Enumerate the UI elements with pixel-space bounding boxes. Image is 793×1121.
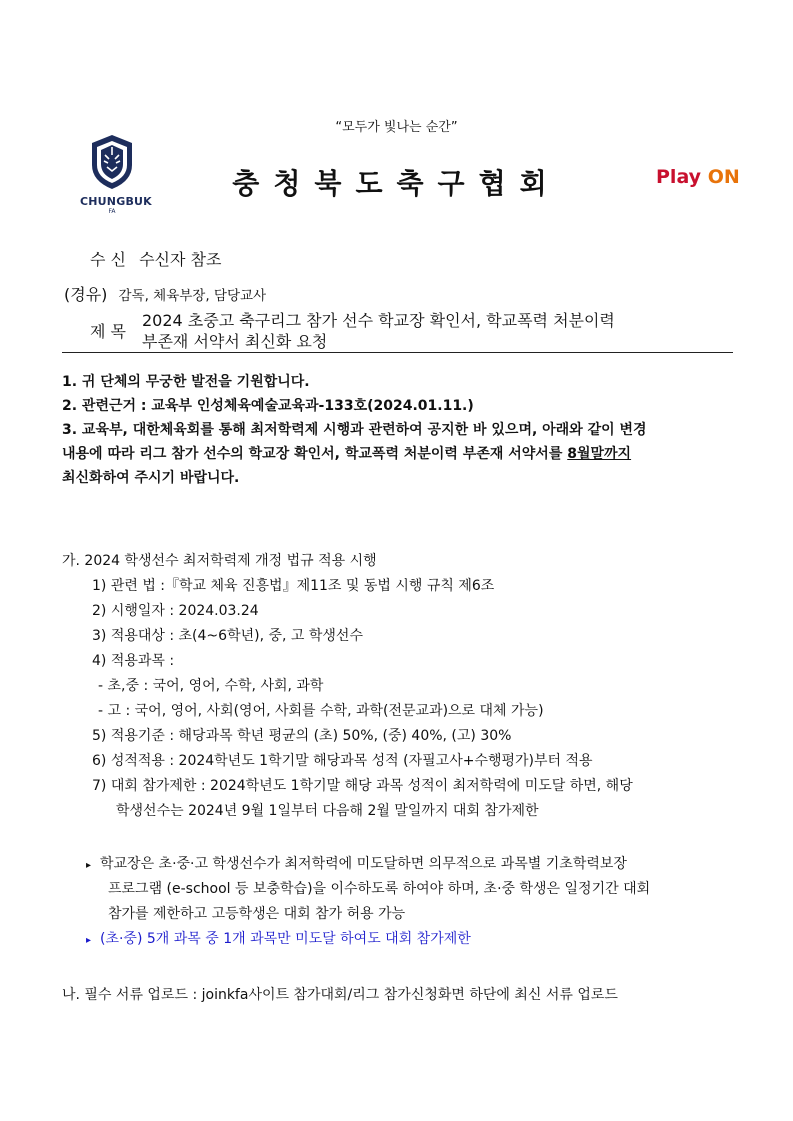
play-on-word-on: ON [707, 166, 740, 188]
note-2-text: (초·중) 5개 과목 중 1개 과목만 미도달 하여도 대회 참가제한 [100, 931, 471, 947]
subject-value [142, 310, 742, 352]
organization-name: 충청북도축구협회 [232, 167, 561, 200]
list-item: 7) 대회 참가제한 : 2024학년도 1학기말 해당 과목 성적이 최저학력에 미도달 하면, 해당 [92, 778, 633, 794]
body-paragraph [62, 370, 742, 490]
recipient-label: 수 신 [90, 250, 126, 269]
body-line-3c: 최신화하여 주시기 바랍니다. [62, 470, 240, 486]
play-on-word-play: Play [656, 166, 702, 188]
recipient-row [90, 247, 221, 270]
note-1 [86, 852, 627, 879]
deadline-underlined: 8월말까지 [567, 446, 632, 462]
list-item: 1) 관련 법 :『학교 체육 진흥법』제11조 및 동법 시행 규칙 제6조 [92, 578, 495, 594]
list-item: 5) 적용기준 : 해당과목 학년 평균의 (초) 50%, (중) 40%, (고) 30% [92, 728, 512, 744]
body-line-1: 1. 귀 단체의 무궁한 발전을 기원합니다. [62, 374, 310, 390]
recipient-value: 수신자 참조 [139, 250, 222, 269]
body-line-3a: 3. 교육부, 대한체육회를 통해 최저학력제 시행과 관련하여 공지한 바 있으며, 아래와 같이 변경 [62, 422, 647, 438]
bullet-triangle-icon: ▸ [86, 935, 92, 946]
logo-sub: FA [108, 208, 116, 215]
list-item: 학생선수는 2024년 9월 1일부터 다음해 2월 말일까지 대회 참가제한 [116, 803, 539, 819]
list-item: 3) 적용대상 : 초(4~6학년), 중, 고 학생선수 [92, 628, 363, 644]
note-2 [86, 927, 471, 954]
list-item: 4) 적용과목 : [92, 653, 175, 669]
slogan: “모두가 빛나는 순간” [335, 120, 458, 135]
list-item: 6) 성적적용 : 2024학년도 1학기말 해당과목 성적 (자필고사+수행평가)부터 적용 [92, 753, 593, 769]
body-line-3b [62, 442, 742, 466]
section-na: 나. 필수 서류 업로드 : joinkfa사이트 참가대회/리그 참가신청화면 하단에 최신 서류 업로드 [62, 987, 618, 1003]
subject-label: 제 목 [90, 322, 126, 341]
list-item: - 초,중 : 국어, 영어, 수학, 사회, 과학 [98, 678, 324, 694]
subject-line-1: 2024 초중고 축구리그 참가 선수 학교장 확인서, 학교폭력 처분이력 [142, 311, 615, 330]
play-on-logo [656, 166, 740, 188]
list-item: - 고 : 국어, 영어, 사회(영어, 사회를 수학, 과학(전문교과)으로 대체 가능) [98, 703, 544, 719]
bullet-triangle-icon: ▸ [86, 860, 92, 871]
via-row [64, 282, 266, 305]
list-item: 2) 시행일자 : 2024.03.24 [92, 603, 259, 619]
header-divider [62, 352, 733, 353]
via-label: (경유) [64, 285, 108, 304]
note-1-line-b: 프로그램 (e-school 등 보충학습)을 이수하도록 하여야 하며, 초·중 학생은 일정기간 대회 [108, 881, 651, 897]
section-ga-title: 가. 2024 학생선수 최저학력제 개정 법규 적용 시행 [62, 553, 377, 569]
subject-line-2: 부존재 서약서 최신화 요청 [142, 332, 328, 351]
body-line-2: 2. 관련근거 : 교육부 인성체육예술교육과-133호(2024.01.11.) [62, 398, 474, 414]
via-value: 감독, 체육부장, 담당교사 [118, 288, 267, 304]
body-line-3b-text: 내용에 따라 리그 참가 선수의 학교장 확인서, 학교폭력 처분이력 부존재 서약서를 [62, 446, 568, 462]
note-1-line-a: 학교장은 초·중·고 학생선수가 최저학력에 미도달하면 의무적으로 과목별 기초학력보장 [100, 856, 627, 872]
logo-text: CHUNGBUK [80, 195, 152, 208]
note-1-line-c: 참가를 제한하고 고등학생은 대회 참가 허용 가능 [108, 906, 406, 922]
